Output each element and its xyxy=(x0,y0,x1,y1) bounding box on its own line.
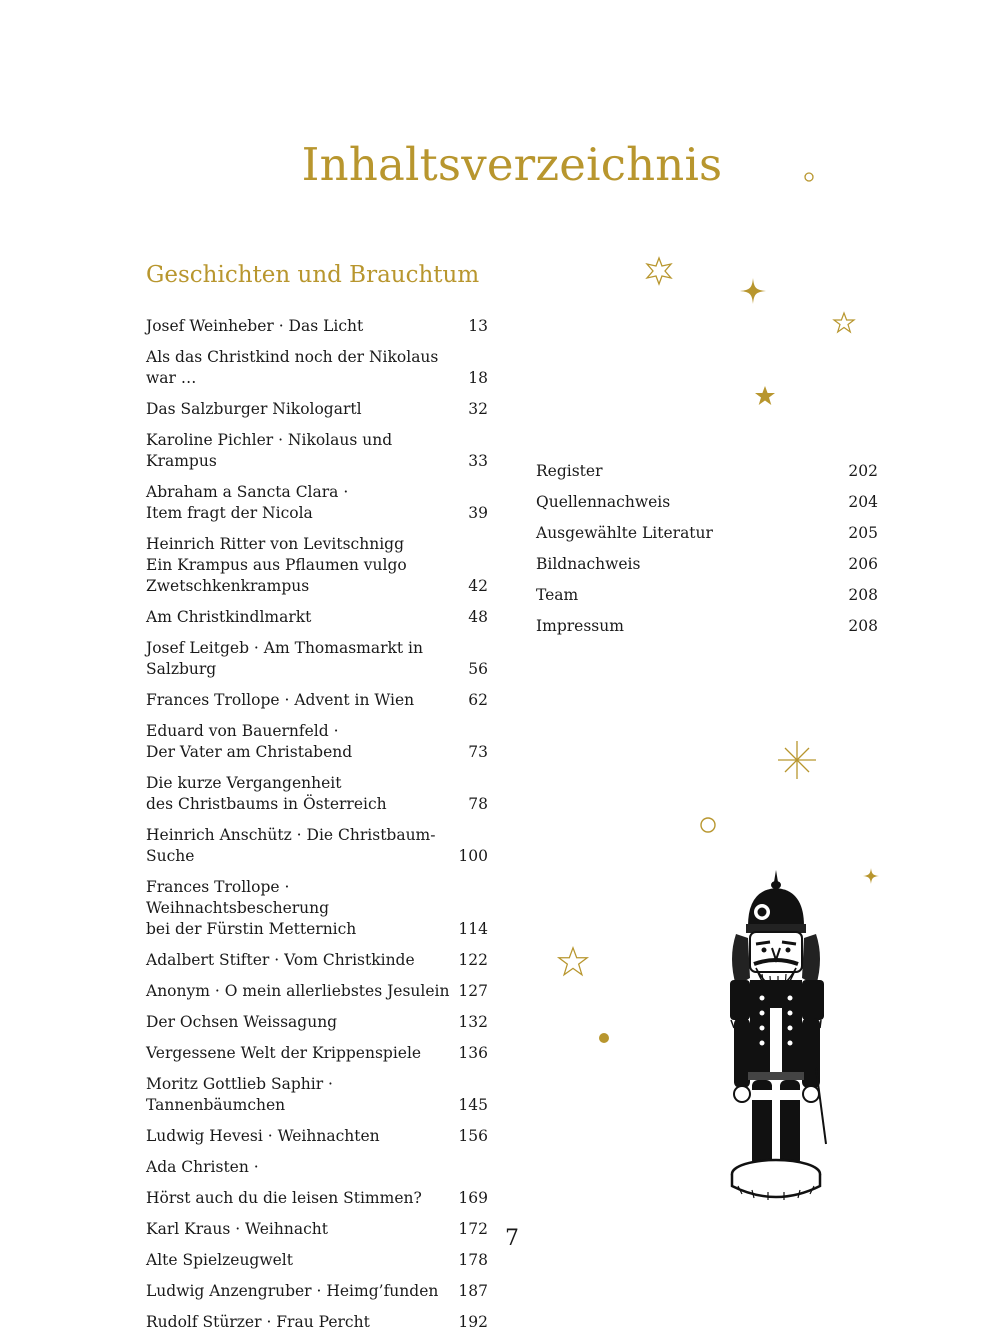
toc-entry-page: 205 xyxy=(848,524,878,542)
nutcracker-illustration xyxy=(722,868,834,1202)
toc-entry-title: Hörst auch du die leisen Stimmen? xyxy=(146,1189,422,1207)
toc-entry[interactable] xyxy=(146,877,488,940)
toc-entry[interactable] xyxy=(146,1188,488,1209)
toc-entry-title: Moritz Gottlieb Saphir · Tannenbäumchen xyxy=(146,1075,333,1114)
star-outline-icon xyxy=(644,256,674,286)
toc-entry[interactable] xyxy=(146,950,488,971)
toc-entry-title: Team xyxy=(536,586,579,604)
star-outline-icon xyxy=(832,311,856,335)
toc-entry-page: 132 xyxy=(458,1013,488,1031)
sparkle-icon xyxy=(776,739,818,781)
toc-entry-page: 169 xyxy=(458,1189,488,1207)
toc-entry[interactable] xyxy=(146,607,488,628)
toc-entry[interactable] xyxy=(146,1281,488,1302)
toc-entry-title: Rudolf Stürzer · Frau Percht xyxy=(146,1313,370,1331)
toc-entry-page: 56 xyxy=(468,660,488,678)
small-circle-icon xyxy=(803,171,815,183)
toc-entry-page: 187 xyxy=(458,1282,488,1300)
toc-entry-title: Als das Christkind noch der Nikolaus war … xyxy=(146,348,439,387)
toc-entry[interactable] xyxy=(146,1126,488,1147)
toc-entry-page: 127 xyxy=(458,982,488,1000)
toc-entry[interactable] xyxy=(536,492,878,513)
toc-entry[interactable] xyxy=(146,773,488,815)
toc-entry[interactable] xyxy=(146,534,488,597)
page-title: Inhaltsverzeichnis xyxy=(301,138,723,191)
toc-entry-page: 172 xyxy=(458,1220,488,1238)
toc-entry-page: 39 xyxy=(468,504,488,522)
toc-entry-page: 100 xyxy=(458,847,488,865)
toc-entry-title: Impressum xyxy=(536,617,624,635)
toc-entry-page: 48 xyxy=(468,608,488,626)
toc-entry-title: Ada Christen · xyxy=(146,1158,259,1176)
toc-entry-page: 208 xyxy=(848,617,878,635)
toc-entry-title: Heinrich Ritter von Levitschnigg Ein Krampus aus Pflaumen vulgo Zwetschkenkrampus xyxy=(146,535,407,595)
toc-entry-page: 208 xyxy=(848,586,878,604)
toc-entry[interactable] xyxy=(146,316,488,337)
toc-entry-title: Karl Kraus · Weihnacht xyxy=(146,1220,328,1238)
toc-entry-title: Bildnachweis xyxy=(536,555,641,573)
toc-entry[interactable] xyxy=(146,430,488,472)
toc-entry[interactable] xyxy=(146,1012,488,1033)
toc-entry[interactable] xyxy=(146,721,488,763)
four-point-star-icon xyxy=(739,277,767,305)
toc-entry-title: Ausgewählte Literatur xyxy=(536,524,713,542)
toc-entry-title: Josef Weinheber · Das Licht xyxy=(146,317,364,335)
toc-entry[interactable] xyxy=(146,825,488,867)
toc-entry[interactable] xyxy=(146,1074,488,1116)
page-number: 7 xyxy=(505,1226,519,1251)
circle-icon xyxy=(699,816,717,834)
toc-entry-title: Anonym · O mein allerliebstes Jesulein xyxy=(146,982,450,1000)
toc-entry-title: Der Ochsen Weissagung xyxy=(146,1013,338,1031)
toc-entry-page: 42 xyxy=(468,577,488,595)
section-heading: Geschichten und Brauchtum xyxy=(146,262,480,288)
toc-entry-title: Quellennachweis xyxy=(536,493,671,511)
toc-entry-page: 178 xyxy=(458,1251,488,1269)
toc-entry-title: Ludwig Anzengruber · Heimg’funden xyxy=(146,1282,439,1300)
toc-entry-page: 73 xyxy=(468,743,488,761)
toc-entry[interactable] xyxy=(146,399,488,420)
toc-entry-page: 202 xyxy=(848,462,878,480)
toc-entry-title: Register xyxy=(536,462,603,480)
toc-entry-title: Die kurze Vergangenheit des Christbaums in Österreich xyxy=(146,774,387,813)
toc-entry-title: Heinrich Anschütz · Die Christbaum-Suche xyxy=(146,826,436,865)
toc-entry-page: 32 xyxy=(468,400,488,418)
toc-entry-page: 78 xyxy=(468,795,488,813)
toc-entry-page: 204 xyxy=(848,493,878,511)
toc-entry-title: Abraham a Sancta Clara · Item fragt der Nicola xyxy=(146,483,349,522)
toc-entry-title: Das Salzburger Nikologartl xyxy=(146,400,362,418)
toc-entry-title: Alte Spielzeugwelt xyxy=(146,1251,293,1269)
toc-entry-page: 206 xyxy=(848,555,878,573)
toc-entry-page: 33 xyxy=(468,452,488,470)
toc-entry-page: 136 xyxy=(458,1044,488,1062)
toc-entry-page: 13 xyxy=(468,317,488,335)
toc-entry-title: Josef Leitgeb · Am Thomasmarkt in Salzburg xyxy=(146,639,423,678)
toc-entry-page: 192 xyxy=(458,1313,488,1331)
toc-entry[interactable] xyxy=(146,638,488,680)
dot-icon xyxy=(598,1032,610,1044)
toc-entry[interactable] xyxy=(536,585,878,606)
toc-entry-title: Am Christkindlmarkt xyxy=(146,608,312,626)
toc-entry-title: Karoline Pichler · Nikolaus und Krampus xyxy=(146,431,393,470)
toc-entry-page: 114 xyxy=(458,920,488,938)
toc-entry-page: 156 xyxy=(458,1127,488,1145)
toc-entry-title: Ludwig Hevesi · Weihnachten xyxy=(146,1127,380,1145)
toc-entry[interactable] xyxy=(146,482,488,524)
toc-entry-page: 122 xyxy=(458,951,488,969)
toc-entry-title: Eduard von Bauernfeld · Der Vater am Christabend xyxy=(146,722,353,761)
toc-entry[interactable] xyxy=(146,1312,488,1333)
toc-entry-page: 18 xyxy=(468,369,488,387)
toc-entry[interactable] xyxy=(146,1043,488,1064)
toc-entry[interactable] xyxy=(146,1157,488,1178)
star-filled-icon xyxy=(753,384,777,408)
toc-entry[interactable] xyxy=(536,461,878,482)
toc-list-appendix xyxy=(536,461,878,647)
toc-entry[interactable] xyxy=(536,554,878,575)
toc-entry[interactable] xyxy=(146,347,488,389)
toc-entry[interactable] xyxy=(536,523,878,544)
toc-entry-page: 62 xyxy=(468,691,488,709)
four-point-star-icon xyxy=(862,867,880,885)
toc-entry-title: Frances Trollope · Weihnachtsbescherung bei der Fürstin Metternich xyxy=(146,878,357,938)
toc-entry[interactable] xyxy=(146,690,488,711)
toc-entry[interactable] xyxy=(146,1250,488,1271)
toc-entry-title: Adalbert Stifter · Vom Christkinde xyxy=(146,951,415,969)
toc-list-main xyxy=(146,316,488,1343)
toc-entry[interactable] xyxy=(536,616,878,637)
toc-entry-title: Vergessene Welt der Krippenspiele xyxy=(146,1044,422,1062)
toc-entry-page: 145 xyxy=(458,1096,488,1114)
toc-entry-title: Frances Trollope · Advent in Wien xyxy=(146,691,415,709)
toc-entry[interactable] xyxy=(146,981,488,1002)
star-outline-icon xyxy=(556,945,590,979)
